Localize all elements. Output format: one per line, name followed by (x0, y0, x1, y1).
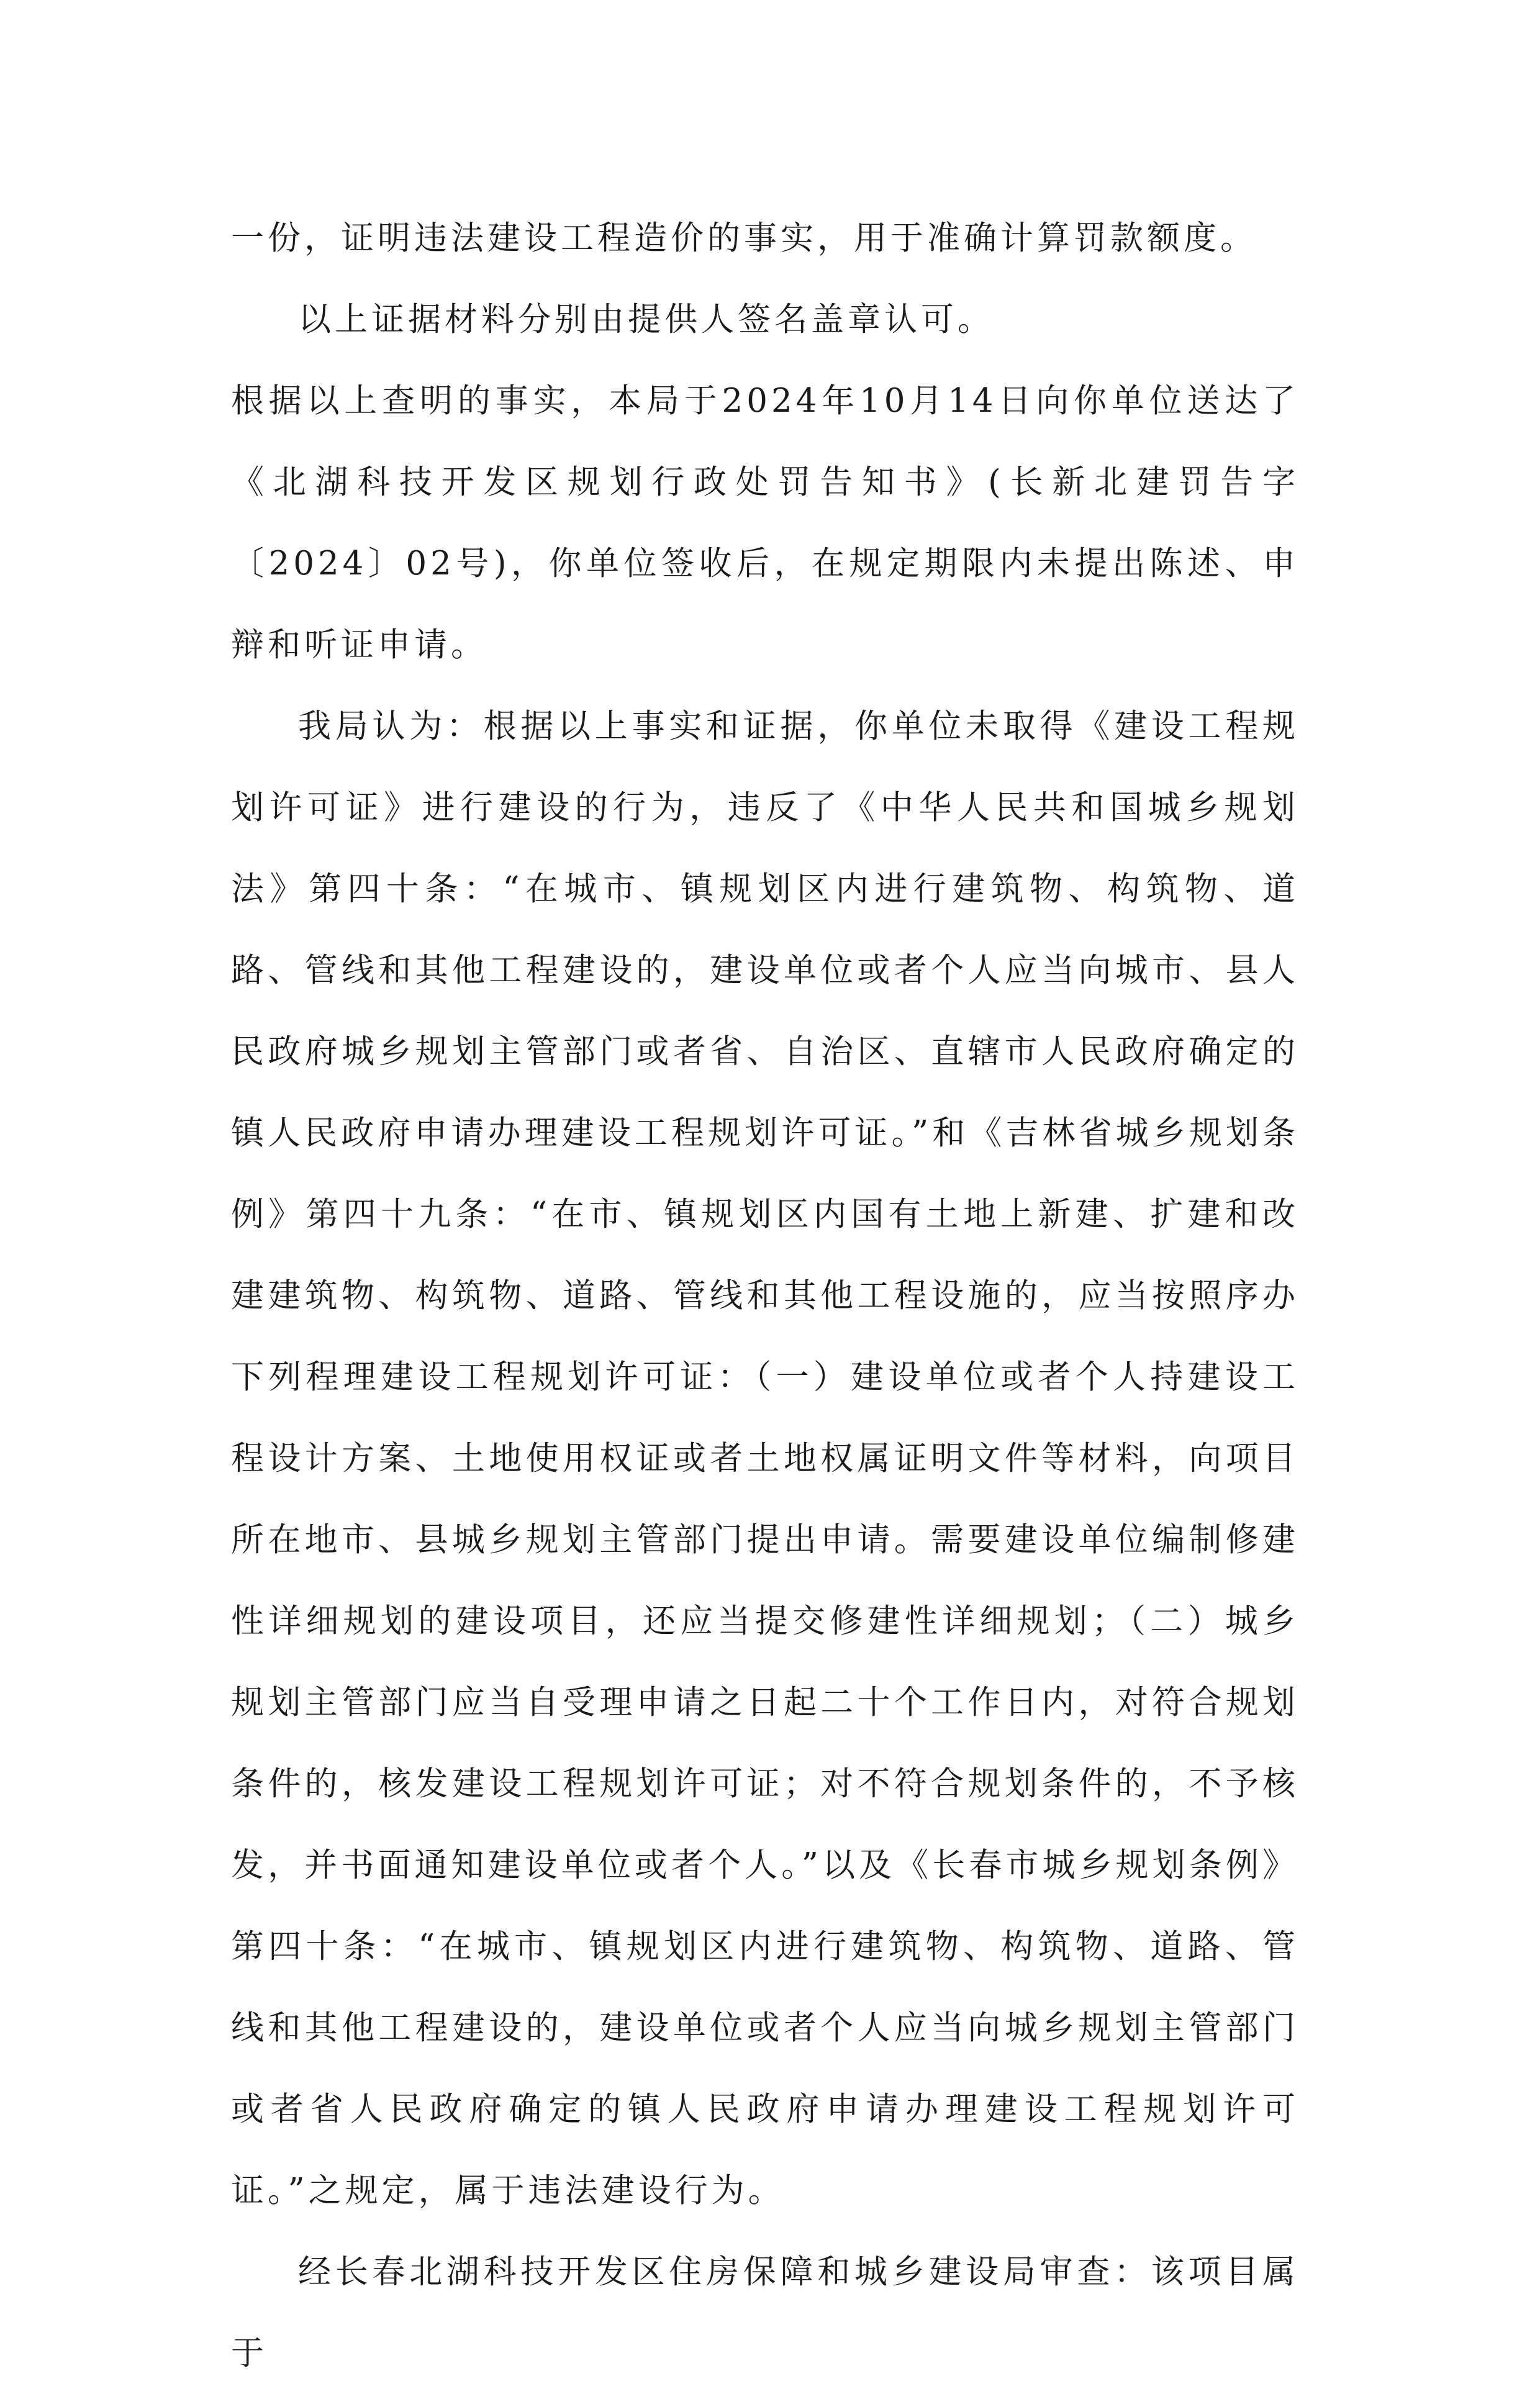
paragraph-review: 经长春北湖科技开发区住房保障和城乡建设局审查：该项目属于 (231, 2253, 1299, 2372)
paragraph-evidence-end: 一份，证明违法建设工程造价的事实，用于准确计算罚款额度。 (231, 219, 1257, 257)
paragraph-bureau-opinion: 我局认为：根据以上事实和证据，你单位未取得《建设工程规划许可证》进行建设的行为，违反了《中华人民共和国城乡规划法》第四十条：“在城市、镇规划区内进行建筑物、构筑物、道路、管线和其他工程建设的，建设单位或者个人应当向城市、县人民政府城乡规划主管部门或者省、自治区、直辖市人民政府确定的镇人民政府申请办理建设工程规划许可证。”和《吉林省城乡规划条例》第四十九条：“在市、镇规划区内国有土地上新建、扩建和改建建筑物、构筑物、道路、管线和其他工程设施的，应当按照序办下列程理建设工程规划许可证：（一）建设单位或者个人持建设工程设计方案、土地使用权证或者土地权属证明文件等材料，向项目所在地市、县城乡规划主管部门提出申请。需要建设单位编制修建性详细规划的建设项目，还应当提交修建性详细规划；（二）城乡规划主管部门应当自受理申请之日起二十个工作日内，对符合规划条件的，核发建设工程规划许可证；对不符合规划条件的，不予核发，并书面通知建设单位或者个人。”以及《长春市城乡规划条例》第四十条：“在城市、镇规划区内进行建筑物、构筑物、道路、管线和其他工程建设的，建设单位或者个人应当向城乡规划主管部门或者省人民政府确定的镇人民政府申请办理建设工程规划许可证。”之规定，属于违法建设行为。 (231, 707, 1299, 2210)
document-body (231, 197, 1299, 2394)
paragraph-evidence-signed: 以上证据材料分别由提供人签名盖章认可。 (298, 301, 994, 338)
paragraph-notice-delivered: 根据以上查明的事实，本局于2024年10月14日向你单位送达了《北湖科技开发区规划行政处罚告知书》(长新北建罚告字〔2024〕02号)，你单位签收后，在规定期限内未提出陈述、申辩和听证申请。 (231, 382, 1299, 664)
